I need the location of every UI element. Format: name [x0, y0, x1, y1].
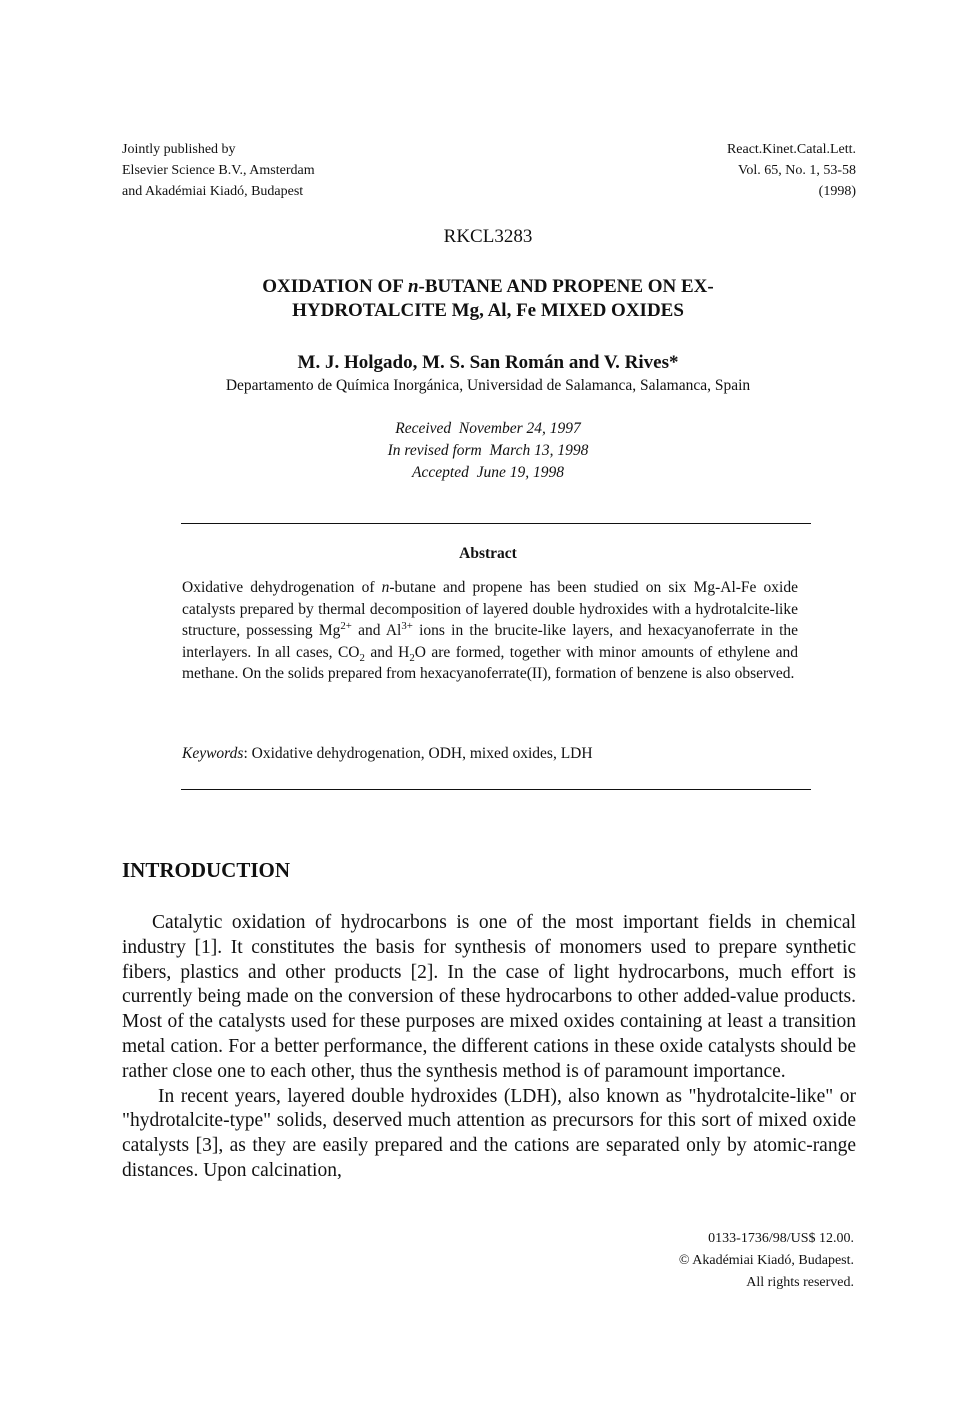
- title-line-2: HYDROTALCITE Mg, Al, Fe MIXED OXIDES: [292, 300, 684, 321]
- date-revised: In revised form March 13, 1998: [387, 442, 589, 459]
- paper-title: [0, 275, 976, 323]
- title-text-a: OXIDATION OF: [262, 276, 408, 297]
- article-code: RKCL3283: [443, 226, 533, 247]
- keywords: [182, 745, 593, 763]
- introduction-heading: INTRODUCTION: [122, 858, 291, 882]
- keywords-label: Keywords: [182, 745, 244, 762]
- publisher-line-3: and Akadémiai Kiadó, Budapest: [122, 184, 304, 199]
- issn-price: 0133-1736/98/US$ 12.00.: [708, 1231, 854, 1246]
- affiliation: Departamento de Química Inorgánica, Universidad de Salamanca, Salamanca, Spain: [225, 377, 751, 394]
- paragraph: In recent years, layered double hydroxides (LDH), also known as "hydrotalcite-like" or "hydrotalcite-type" solids, deserved much attention as precursors for this sort of mixed oxide catalysts [3], as they are easily prepared and the cations are separated only by atomic-range distances. Upon calcination,: [122, 1085, 856, 1181]
- abstract-text: Oxidative dehydrogenation of n-butane and propene has been studied on six Mg-Al-Fe oxide catalysts prepared by thermal decomposition of layered double hydroxides with a hydrotalcite-like structure, possessing $Mg^{2+}$ and $Al^{3+}$ ions in the brucite-like layers, and hexacyanoferrate in the interlayers. In all cases, $CO_2$ and $H_2O$ are formed, together with minor amounts of ethylene and methane. On the solids prepared from hexacyanoferrate(II), formation of benzene is also observed.: [182, 579, 799, 682]
- title-line-1: [0, 275, 976, 299]
- journal-year: (1998): [818, 184, 856, 199]
- journal-citation-info: [727, 139, 856, 202]
- abstract-heading: Abstract: [459, 545, 517, 562]
- publisher-line-2: Elsevier Science B.V., Amsterdam: [122, 163, 315, 178]
- submission-dates: [0, 418, 976, 484]
- publisher-line-1: Jointly published by: [122, 142, 236, 157]
- copyright-footer: [679, 1228, 854, 1294]
- title-italic-n: n: [407, 276, 419, 297]
- keywords-text: : Oxidative dehydrogenation, ODH, mixed oxides, LDH: [243, 745, 593, 762]
- date-received: Received November 24, 1997: [395, 420, 581, 437]
- date-accepted: Accepted June 19, 1998: [412, 464, 564, 481]
- journal-name: React.Kinet.Catal.Lett.: [726, 142, 856, 157]
- title-text-c: -BUTANE AND PROPENE ON EX-: [418, 276, 714, 297]
- paragraph: Catalytic oxidation of hydrocarbons is one of the most important fields in chemical industry [1]. It constitutes the basis for synthesis of monomers used to prepare synthetic fibers, plastics and other products [2]. In the case of light hydrocarbons, much effort is currently being made on the conversion of these hydrocarbons to other added-value products. Most of the catalysts used for these purposes are mixed oxides containing at least a transition metal cation. For a better performance, the different cations in these oxide catalysts should be rather close one to each other, thus the synthesis method is of paramount importance.: [122, 912, 856, 1082]
- rights: All rights reserved.: [746, 1275, 854, 1290]
- journal-volume: Vol. 65, No. 1, 53-58: [738, 163, 856, 178]
- abstract-top-rule: [181, 523, 811, 524]
- authors: M. J. Holgado, M. S. San Román and V. Rives*: [297, 352, 679, 373]
- introduction-body: [122, 911, 856, 1184]
- copyright: © Akadémiai Kiadó, Budapest.: [678, 1253, 854, 1268]
- journal-publisher-info: [122, 139, 315, 202]
- abstract-bottom-rule: [181, 789, 811, 790]
